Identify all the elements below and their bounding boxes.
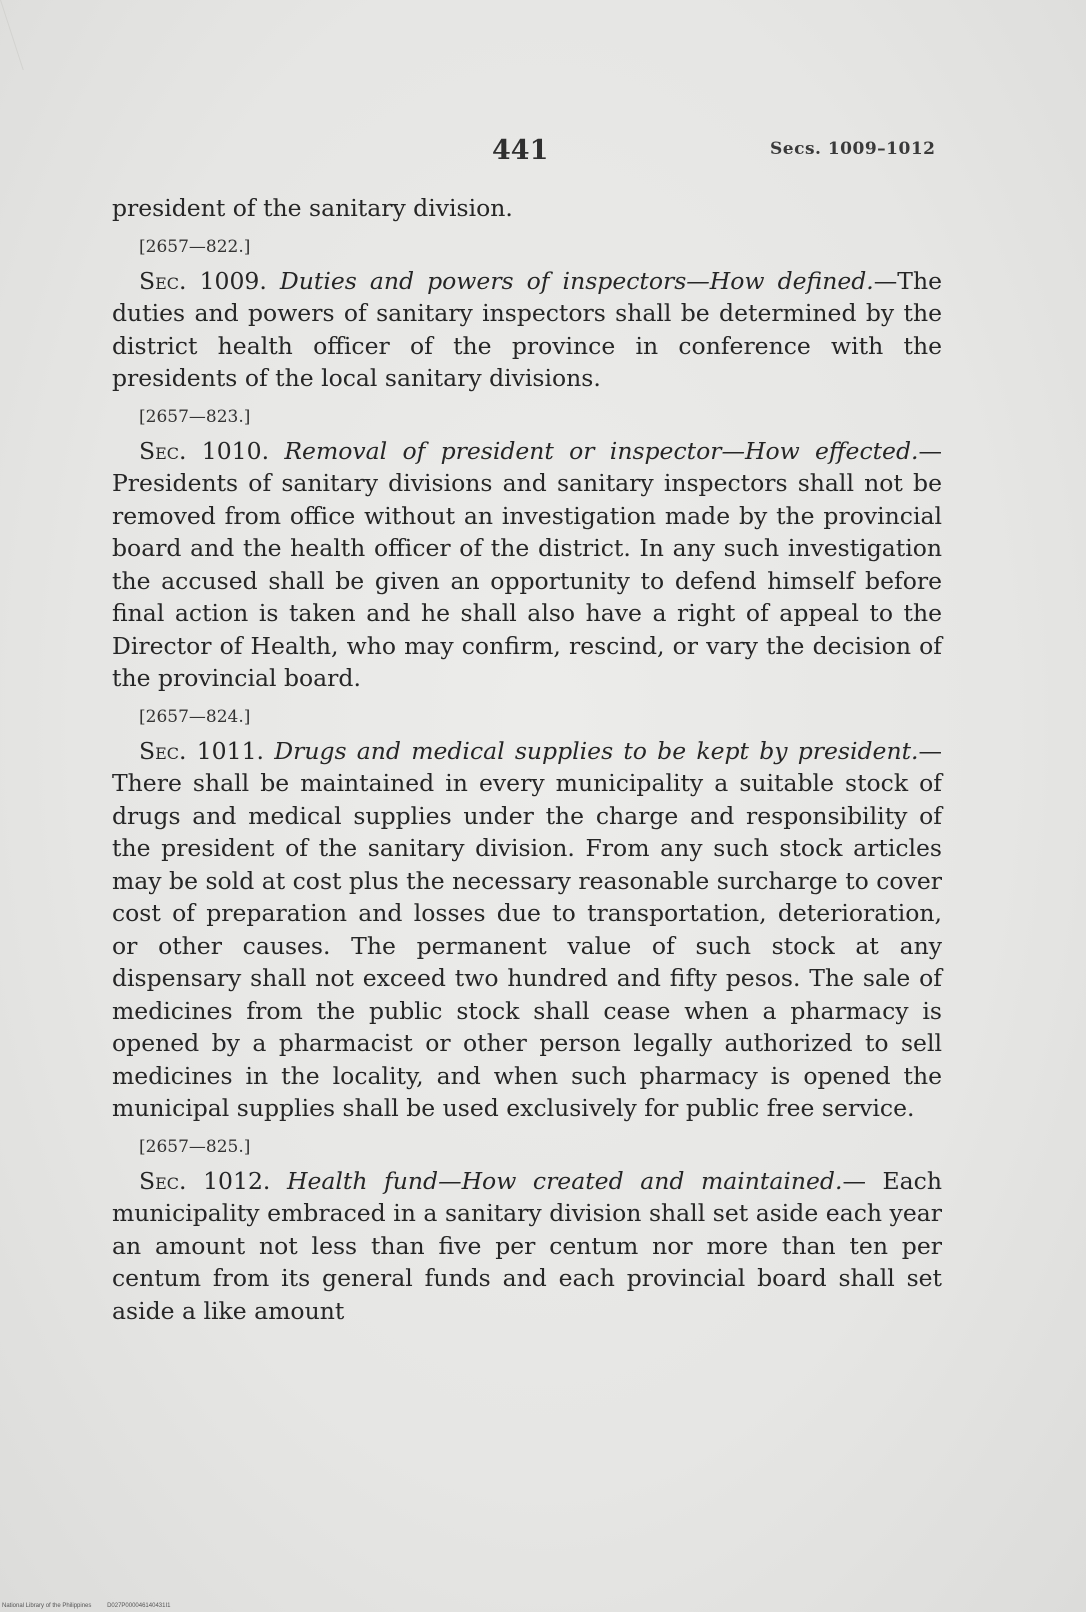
section-citation: [2657—822.] bbox=[139, 236, 251, 257]
section-label: Sec. bbox=[139, 266, 187, 295]
section-title: Drugs and medical supplies to be kept by president. bbox=[274, 736, 919, 765]
section-text: — Each municipality embraced in a sanitary division shall set aside each year an amount not less than five per centum nor more than ten per centum from its general funds and each provincial board shall set aside a like amount bbox=[112, 1166, 942, 1325]
section-text: —Presidents of sanitary divisions and sanitary inspectors shall not be removed from office without an investigation made by the provincial board and the health officer of the district. In any such investigation the accused shall be given an opportunity to defend himself before final action is taken and he shall also have a right of appeal to the Director of Health, who may confirm, rescind, or vary the decision of the provincial board. bbox=[112, 436, 942, 692]
section-1009 bbox=[112, 265, 942, 395]
section-title: Removal of president or inspector—How effected. bbox=[284, 436, 919, 465]
section-title: Duties and powers of inspectors—How defined. bbox=[279, 266, 874, 295]
section-number: 1011. bbox=[196, 736, 265, 765]
section-citation: [2657—823.] bbox=[139, 406, 251, 427]
page-header bbox=[0, 135, 1086, 175]
section-label: Sec. bbox=[139, 1166, 187, 1195]
section-number: 1012. bbox=[203, 1166, 271, 1195]
page-body bbox=[112, 192, 942, 1327]
section-citation: [2657—825.] bbox=[139, 1136, 251, 1157]
section-label: Sec. bbox=[139, 436, 187, 465]
scan-footer bbox=[2, 1603, 184, 1609]
section-citation: [2657—824.] bbox=[139, 706, 251, 727]
section-1012 bbox=[112, 1165, 942, 1328]
section-1011 bbox=[112, 735, 942, 1125]
section-text: —The duties and powers of sanitary inspectors shall be determined by the district health officer of the province in conference with the presidents of the local sanitary divisions. bbox=[112, 266, 942, 392]
section-label: Sec. bbox=[139, 736, 187, 765]
section-number: 1010. bbox=[201, 436, 270, 465]
section-1010 bbox=[112, 435, 942, 695]
continuation-text: president of the sanitary division. bbox=[112, 194, 513, 222]
section-range: Secs. 1009–1012 bbox=[770, 139, 936, 159]
section-number: 1009. bbox=[199, 266, 267, 295]
section-title: Health fund—How created and maintained. bbox=[286, 1166, 843, 1195]
section-text: —There shall be maintained in every municipality a suitable stock of drugs and medical supplies under the charge and responsibility of the president of the sanitary division. From any such stock articles may be sold at cost plus the necessary reasonable surcharge to cover cost of preparation and losses due to transportation, deterioration, or other causes. The permanent value of such stock at any dispensary shall not exceed two hundred and fifty pesos. The sale of medicines from the public stock shall cease when a pharmacy is opened by a pharmacist or other person legally authorized to sell medicines in the locality, and when such pharmacy is opened the municipal supplies shall be used exclusively for public free service. bbox=[112, 736, 942, 1122]
page-number: 441 bbox=[492, 135, 549, 166]
page-edge-crease bbox=[0, 0, 58, 70]
library-credit: National Library of the Philippines bbox=[2, 1603, 92, 1609]
scan-code: D027P000046140431I1 bbox=[107, 1603, 171, 1609]
